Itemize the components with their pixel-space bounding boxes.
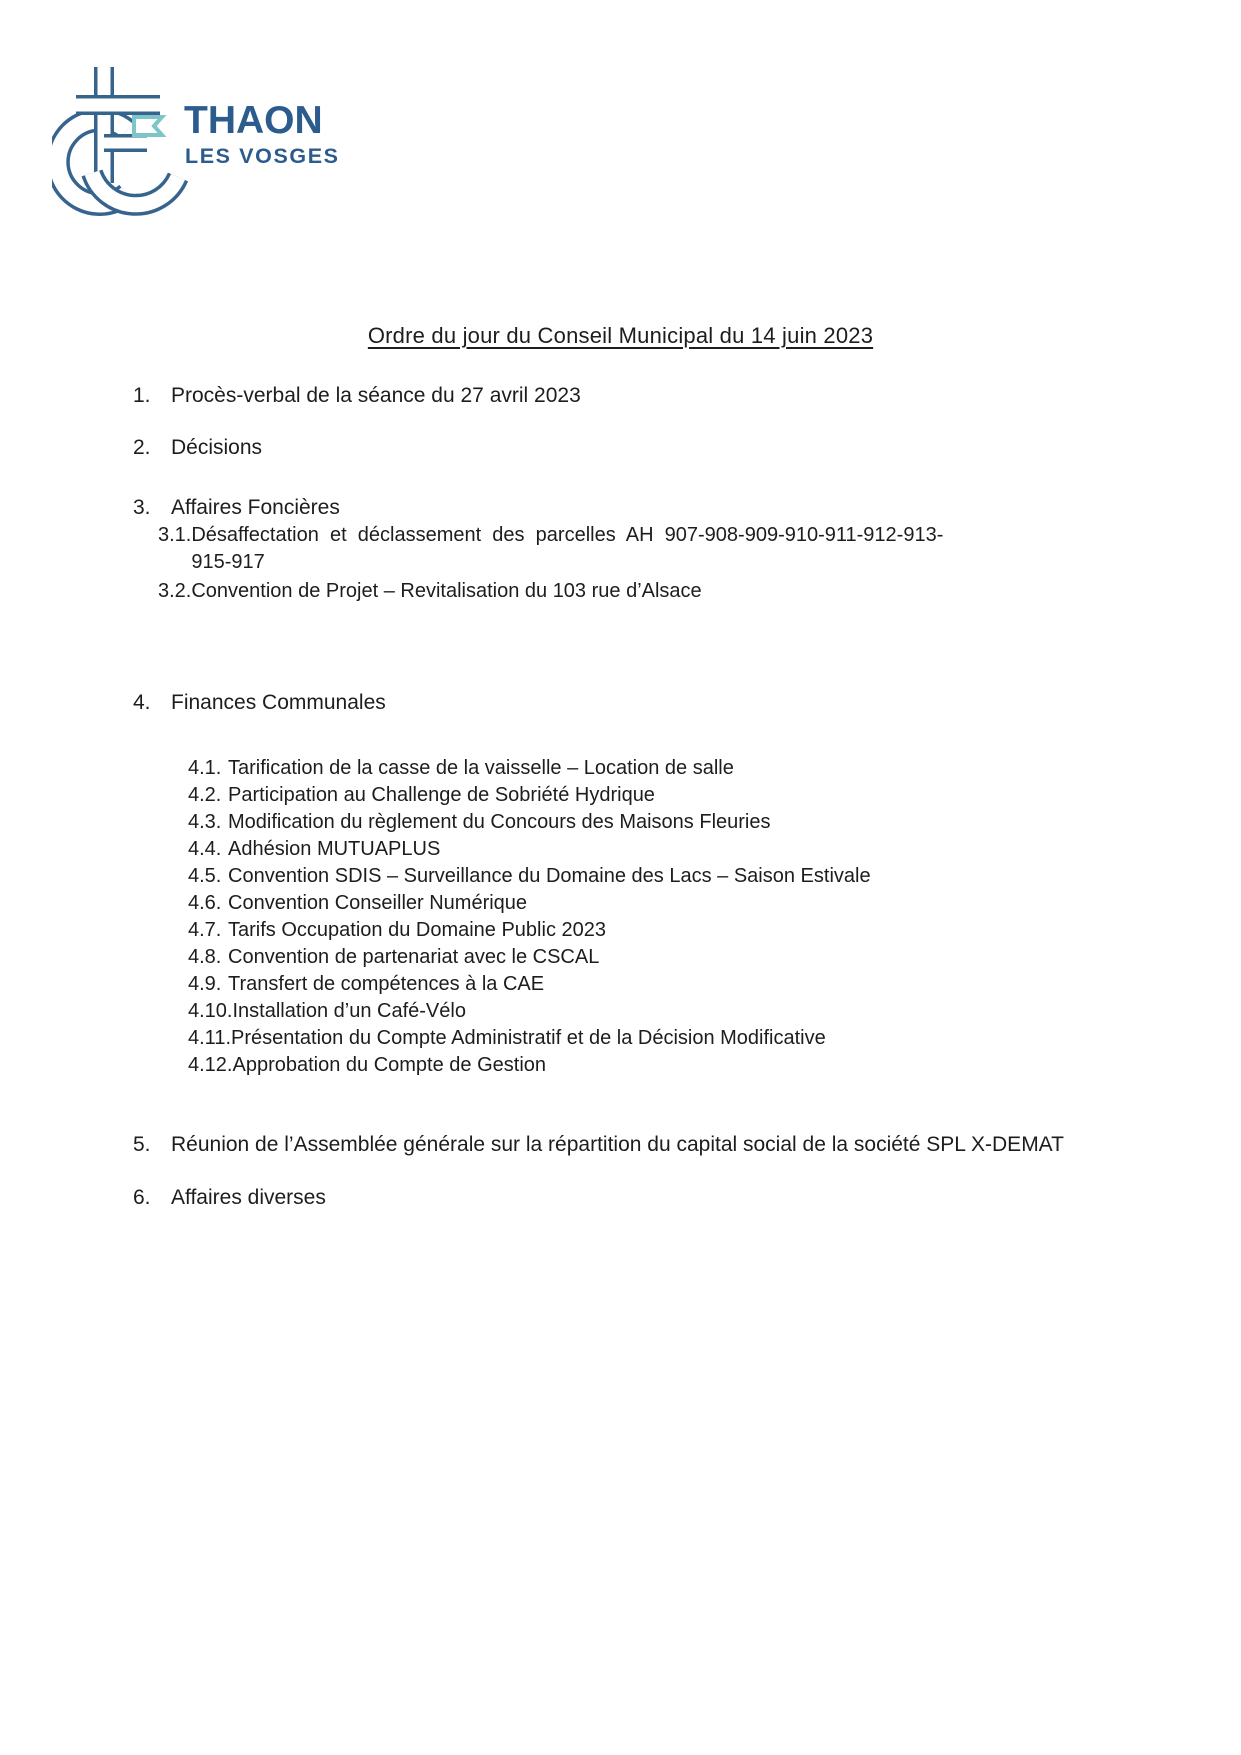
item-label: Convention Conseiller Numérique [228,892,528,914]
agenda-item-1 [133,383,1108,409]
item-number: 4.9. [188,973,222,995]
item-label: Tarification de la casse de la vaisselle – Location de salle [228,757,734,779]
item-label: Convention de Projet – Revitalisation du 103 rue d’Alsace [191,580,702,602]
agenda-subitem-4-11 [133,1025,1108,1052]
item-number: 3. [133,496,151,519]
item-label: Décisions [171,436,263,459]
item-label: Participation au Challenge de Sobriété Hydrique [228,784,655,806]
agenda-subitem-4-7 [133,917,1108,944]
document-title [133,322,1108,349]
item-label: Modification du règlement du Concours des Maisons Fleuries [228,811,771,833]
agenda-subitem-4-10 [133,998,1108,1025]
agenda-subitem-4-12 [133,1052,1108,1079]
agenda-subitem-4-1 [133,755,1108,782]
agenda-subitem-3-1 [133,522,1108,576]
agenda-item-4 [133,690,1108,716]
logo-bottom-swash-icon [92,173,178,205]
item-number: 4.7. [188,919,222,941]
item-number: 4.3. [188,811,222,833]
item-number: 3.2. [158,580,192,602]
item-number: 4. [133,691,151,714]
item-number: 4.12. [188,1054,233,1076]
item-label: Approbation du Compte de Gestion [232,1054,547,1076]
agenda-subitem-4-5 [133,863,1108,890]
item-label: Affaires Foncières [171,496,340,519]
item-number: 2. [133,436,151,459]
item-label: Transfert de compétences à la CAE [228,973,545,995]
item-label: Convention SDIS – Surveillance du Domaine des Lacs – Saison Estivale [228,865,871,887]
item-label: Tarifs Occupation du Domaine Public 2023 [228,919,606,941]
agenda-subitem-3-2 [133,578,1108,605]
item-number: 4.10. [188,1000,233,1022]
item-number: 4.2. [188,784,222,806]
item-label: Affaires diverses [171,1186,326,1209]
item-label: Installation d’un Café-Vélo [232,1000,466,1022]
item-label: Procès-verbal de la séance du 27 avril 2023 [171,384,581,407]
agenda-subitem-4-9 [133,971,1108,998]
item-label: Convention de partenariat avec le CSCAL [228,946,600,968]
item-label: Présentation du Compte Administratif et de la Décision Modificative [231,1027,826,1049]
item-label: Réunion de l’Assemblée générale sur la répartition du capital social de la société SPL X-DEMAT [171,1133,1064,1156]
agenda-item-3 [133,495,1108,521]
logo-flag-icon [134,117,162,135]
agenda-item-2 [133,435,1108,461]
logo-brand-name: THAON [184,99,323,142]
agenda-subitem-4-6 [133,890,1108,917]
logo-brand-subname: LES VOSGES [185,144,340,168]
item-label: Finances Communales [171,691,386,714]
agenda-item-6 [133,1185,1108,1211]
item-number: 4.1. [188,757,222,779]
document-title-text: Ordre du jour du Conseil Municipal du 14 juin 2023 [367,323,874,348]
agenda-subitem-4-3 [133,809,1108,836]
agenda-subitem-4-8 [133,944,1108,971]
item-label: Adhésion MUTUAPLUS [228,838,441,860]
item-number: 4.11. [188,1027,231,1049]
item-number: 4.4. [188,838,222,860]
item-number: 1. [133,384,151,407]
item-number: 4.6. [188,892,222,914]
item-number: 4.5. [188,865,222,887]
item-label: Désaffectation et déclassement des parcelles AH 907-908-909-910-911-912-913-915-917 [191,524,944,573]
item-number: 6. [133,1186,151,1209]
item-number: 5. [133,1133,151,1156]
agenda-subitem-4-4 [133,836,1108,863]
municipality-logo [52,55,352,220]
item-number: 3.1. [158,524,192,546]
item-number: 4.8. [188,946,222,968]
logo-monogram-icon [52,55,352,220]
agenda-subitem-4-2 [133,782,1108,809]
agenda-item-5 [133,1130,1108,1160]
